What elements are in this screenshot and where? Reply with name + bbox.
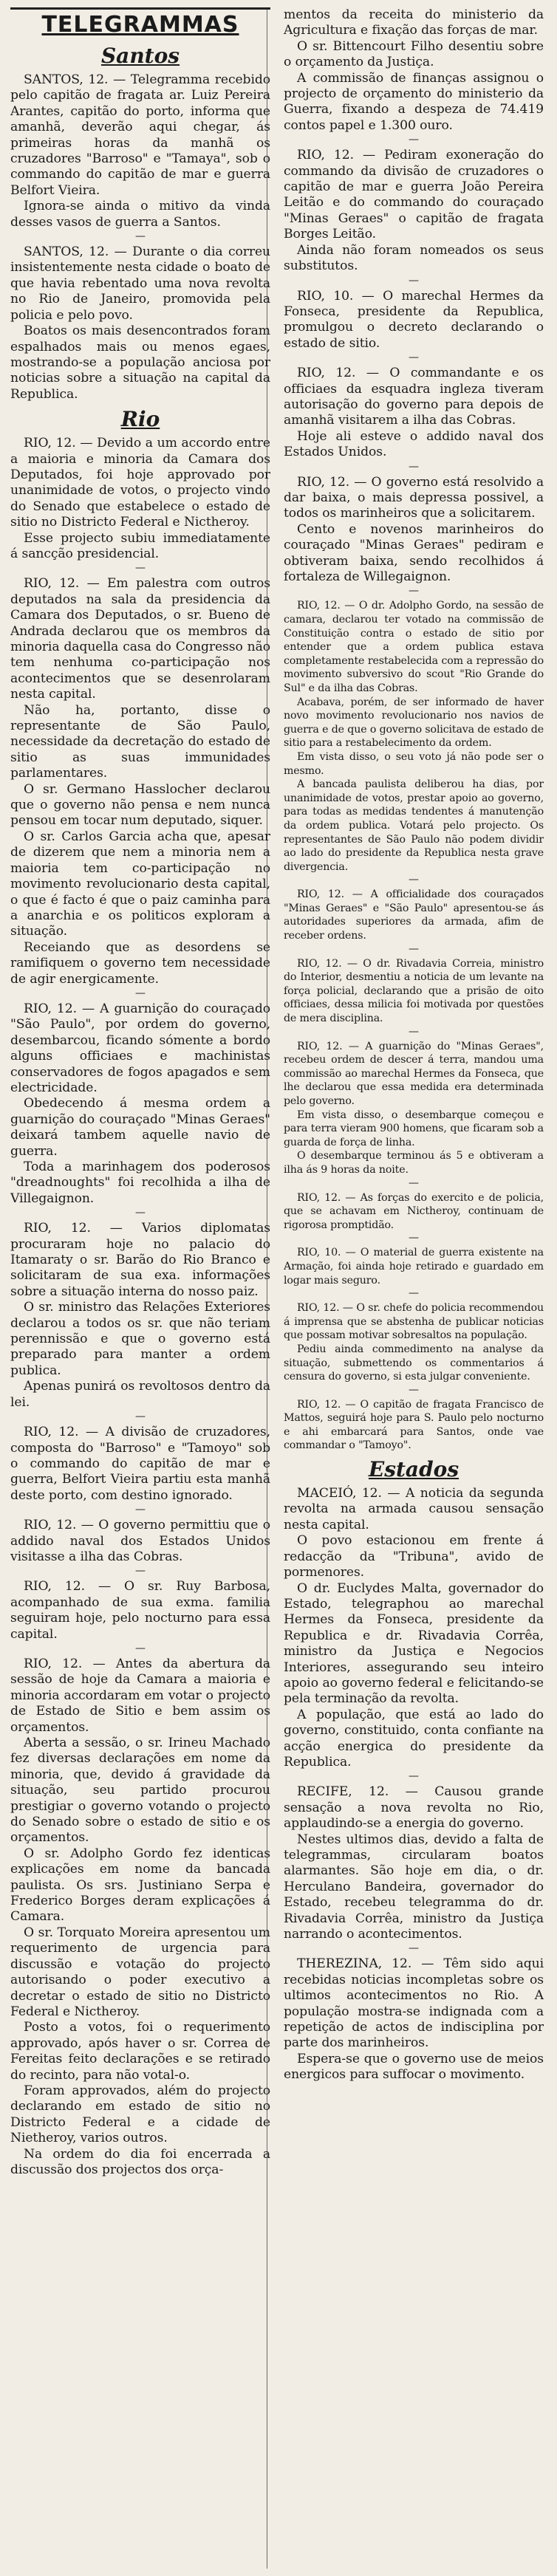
dispatch-paragraph: Esse projecto subiu immediatamente á sancção presidencial.: [10, 530, 270, 561]
dispatch-separator: [284, 275, 544, 286]
dispatch-paragraph: SANTOS, 12. — Durante o dia correu insistentemente nesta cidade o boato de que havia rebentado uma nova revolta no Rio de Janeiro, promovida pela policia e pelo povo.: [10, 244, 270, 323]
dispatch-paragraph: Nestes ultimos dias, devido a falta de telegrammas, circularam boatos alarmantes. São hoje em dia, o dr. Herculano Bandeira, governador do Estado, recebeu telegramma do dr. Rivadavia Corrêa, ministro da Justiça narrando o acontecimentos.: [284, 1832, 544, 1942]
dispatch-paragraph: A população, que está ao lado do governo, constituido, conta confiante na acção energica do presidente da Republica.: [284, 1707, 544, 1770]
dispatch-separator: [284, 1288, 544, 1298]
section-heading: [10, 407, 270, 431]
dispatch-paragraph: O dr. Euclydes Malta, governador do Estado, telegraphou ao marechal Hermes da Fonseca, presidente da Republica e dr. Rivadavia Corrêa, ministro da Justiça e Negocios Interiores, assegurando seu inteiro apoio ao governo federal e felicitando-se pela terminação da revolta.: [284, 1580, 544, 1707]
dispatch-paragraph: Na ordem do dia foi encerrada a discussão dos projectos dos orça-: [10, 2146, 270, 2177]
dispatch-paragraph: RIO, 12. — A divisão de cruzadores, composta do "Barroso" e "Tamoyo" sob o commando do capitão de mar e guerra, Belfort Vieira partiu esta manhã deste porto, com destino ignorado.: [10, 1425, 270, 1503]
dispatch-paragraph: SANTOS, 12. — Telegramma recebido pelo capitão de fragata ar. Luiz Pereira Arantes, capitão do porto, informa que amanhã, deverão aqui chegar, ás primeiras horas da manhã os cruzadores "Barroso" e "Tamaya", sob o commando do capitão de mar e guerra Belfort Vieira.: [10, 72, 270, 198]
top-rule: [10, 7, 270, 10]
dispatch-paragraph: Foram approvados, além do projecto declarando em estado de sitio no Districto Federal e a cidade de Nietheroy, varios outros.: [10, 2083, 270, 2146]
dispatch-separator: [284, 874, 544, 885]
dispatch-paragraph: RIO, 12. — O sr. Ruy Barbosa, acompanhado de sua exma. familia seguiram hoje, pelo nocturno para essa capital.: [10, 1579, 270, 1642]
dispatch-paragraph: Posto a votos, foi o requerimento approvado, após haver o sr. Correa de Fereitas feito declarações e se retirado do recinto, para não votal-o.: [10, 2020, 270, 2083]
dispatch-separator: [284, 1385, 544, 1395]
dispatch-paragraph: RIO, 12. — O dr. Rivadavia Correia, ministro do Interior, desmentiu a noticia de um levante na força policial, declarando que a prisão de oito officiaes, dessa milicia foi motivada por questões de mera disciplina.: [284, 957, 544, 1025]
dispatch-paragraph: Hoje ali esteve o addido naval dos Estados Unidos.: [284, 428, 544, 460]
dispatch-paragraph: RIO, 12. — Pediram exoneração do commando da divisão de cruzadores o capitão de mar e guerra João Pereira Leitão e do commando do couraçado "Minas Geraes" o capitão de fragata Borges Leitão.: [284, 148, 544, 242]
dispatch-separator: [284, 1233, 544, 1243]
dispatch-paragraph: Obedecendo á mesma ordem a guarnição do couraçado "Minas Geraes" deixará tambem aquelle navio de guerra.: [10, 1096, 270, 1159]
dispatch-separator: [284, 586, 544, 596]
dispatch-separator: [284, 1943, 544, 1953]
dispatch-paragraph: RIO, 12. — A guarnição do "Minas Geraes", recebeu ordem de descer á terra, mandou uma commissão ao marechal Hermes da Fonseca, que lhe declarou que essa medida era determinada pelo governo.: [284, 1040, 544, 1107]
dispatch-paragraph: Boatos os mais desencontrados foram espalhados mais ou menos egaes, mostrando-se a população anciosa por noticias sobre a situação na capital da Republica.: [10, 323, 270, 402]
dispatch-paragraph: RECIFE, 12. — Causou grande sensação a nova revolta no Rio, applaudindo-se a energia do governo.: [284, 1784, 544, 1832]
dispatch-paragraph: THEREZINA, 12. — Têm sido aqui recebidas noticias incompletas sobre os ultimos acontecimentos no Rio. A população mostra-se indignada com a repetição de actos de indisciplina por parte dos marinheiros.: [284, 1956, 544, 2051]
dispatch-paragraph: Espera-se que o governo use de meios energicos para suffocar o movimento.: [284, 2051, 544, 2083]
dispatch-separator: [10, 563, 270, 573]
section-heading-text: Rio: [120, 407, 160, 432]
dispatch-paragraph: O sr. Germano Hasslocher declarou que o governo não pensa e nem nunca pensou em tocar num deputado, siquer.: [10, 781, 270, 829]
dispatch-separator: [10, 1208, 270, 1218]
dispatch-paragraph: RIO, 12. — A officialidade dos couraçados "Minas Geraes" e "São Paulo" apresentou-se ás autoridades superiores da armada, afim de receber ordens.: [284, 888, 544, 942]
dispatch-paragraph: Pediu ainda commedimento na analyse da situação, submettendo os commentarios á censura do governo, si esta julgar conveniente.: [284, 1343, 544, 1383]
dispatch-paragraph: Ainda não foram nomeados os seus substitutos.: [284, 242, 544, 274]
dispatch-separator: [284, 1771, 544, 1781]
dispatch-paragraph: RIO, 12. — O capitão de fragata Francisco de Mattos, seguirá hoje para S. Paulo pelo nocturno e ahi embarcará para Santos, onde vae commandar o "Tamoyo".: [284, 1398, 544, 1452]
dispatch-paragraph: Receiando que as desordens se ramifiquem o governo tem necessidade de agir energicamente.: [10, 939, 270, 987]
dispatch-paragraph: RIO, 12. — O dr. Adolpho Gordo, na sessão de camara, declarou ter votado na commissão de Constituição contra o estado de sitio por entender que a ordem publica estava completamente restabelecida com a repressão do movimento subversivo do scout "Rio Grande do Sul" e da ilha das Cobras.: [284, 600, 544, 694]
dispatch-separator: [284, 1027, 544, 1037]
dispatch-paragraph: RIO, 12. — Devido a um accordo entre a maioria e minoria da Camara dos Deputados, foi hoje approvado por unanimidade de votos, o projecto vindo do Senado que estabelece o estado de sitio no Districto Federal e Nictheroy.: [10, 436, 270, 530]
dispatch-separator: [10, 1504, 270, 1515]
left-column: [10, 7, 270, 2569]
dispatch-separator: [10, 1566, 270, 1576]
dispatch-paragraph: Acabava, porém, de ser informado de haver novo movimento revolucionario nos navios de guerra e de que o governo solicitava de estado de sitio para a restabelecimento da ordem.: [284, 696, 544, 750]
dispatch-paragraph: O sr. ministro das Relações Exteriores declarou a todos os sr. que não teriam perennissão e que o governo está preparado para manter a ordem publica.: [10, 1300, 270, 1378]
dispatch-paragraph: RIO, 12. — O governo está resolvido a dar baixa, o mais depressa possivel, a todos os marinheiros que a solicitarem.: [284, 474, 544, 521]
dispatch-separator: [10, 988, 270, 998]
dispatch-paragraph: O sr. Adolpho Gordo fez identicas explicações em nome da bancada paulista. Os srs. Justiniano Serpa e Frederico Borges deram explicações á Camara.: [10, 1846, 270, 1925]
dispatch-separator: [284, 944, 544, 954]
section-heading: [284, 1457, 544, 1481]
section-heading-text: Estados: [368, 1457, 459, 1482]
dispatch-separator: [284, 352, 544, 363]
dispatch-separator: [10, 1643, 270, 1654]
masthead: TELEGRAMMAS: [41, 12, 239, 38]
dispatch-separator: [10, 231, 270, 242]
dispatch-paragraph: RIO, 12. — Antes da abertura da sessão de hoje da Camara a maioria e minoria accordaram em votar o projecto de Estado de Sitio e bem assim os orçamentos.: [10, 1656, 270, 1735]
dispatch-paragraph: RIO, 10. — O material de guerra existente na Armação, foi ainda hoje retirado e guardado em logar mais seguro.: [284, 1247, 544, 1287]
dispatch-paragraph: O sr. Carlos Garcia acha que, apesar de dizerem que nem a minoria nem a maioria tem co-participação no movimento revolucionario desta capital, o que é facto é que o paiz caminha para a anarchia e os politicos exploram a situação.: [10, 829, 270, 939]
dispatch-paragraph: RIO, 10. — O marechal Hermes da Fonseca, presidente da Republica, promulgou o decreto declarando o estado de sitio.: [284, 288, 544, 351]
dispatch-paragraph: Não ha, portanto, disse o representante de São Paulo, necessidade da decretação do estado de sitio as suas immunidades parlamentares.: [10, 702, 270, 781]
newspaper-page: [10, 7, 550, 2569]
dispatch-paragraph: Em vista disso, o desembarque começou e para terra vieram 900 homens, que ficaram sob a guarda de força de linha.: [284, 1109, 544, 1148]
dispatch-paragraph: A bancada paulista deliberou ha dias, por unanimidade de votos, prestar apoio ao governo, para todas as medidas tendentes á manutenção da ordem publica. Votará pelo projecto. Os representantes de São Paulo não podem dividir ao lado do presidente da Republica nesta grave divergencia.: [284, 778, 544, 873]
section-heading: [10, 44, 270, 68]
dispatch-paragraph: Apenas punirá os revoltosos dentro da lei.: [10, 1379, 270, 1410]
dispatch-paragraph: RIO, 12. — O governo permittiu que o addido naval dos Estados Unidos visitasse a ilha das Cobras.: [10, 1518, 270, 1564]
dispatch-separator: [10, 1411, 270, 1422]
dispatch-paragraph: RIO, 12. — As forças do exercito e de policia, que se achavam em Nictheroy, continuam de rigorosa promptidão.: [284, 1191, 544, 1231]
dispatch-paragraph: MACEIÓ, 12. — A noticia da segunda revolta na armada causou sensação nesta capital.: [284, 1486, 544, 1532]
dispatch-paragraph: O povo estacionou em frente á redacção da "Tribuna", avido de pormenores.: [284, 1533, 544, 1580]
dispatch-paragraph: O sr. Bittencourt Filho desentiu sobre o orçamento da Justiça.: [284, 38, 544, 70]
dispatch-paragraph: Cento e novenos marinheiros do couraçado "Minas Geraes" pediram e obtiveram baixa, sendo recolhidos á fortaleza de Willegaignon.: [284, 521, 544, 584]
dispatch-paragraph: O sr. Torquato Moreira apresentou um requerimento de urgencia para discussão e votação do projecto autorisando o poder executivo a decretar o estado de sitio no Districto Federal e Nictheroy.: [10, 1925, 270, 2019]
dispatch-paragraph: RIO, 12. — A guarnição do couraçado "São Paulo", por ordem do governo, desembarcou, ficando sómente a bordo alguns officiaes e machinistas conservadores de fogos apagados e sem electricidade.: [10, 1001, 270, 1095]
dispatch-paragraph: RIO, 12. — O commandante e os officiaes da esquadra ingleza tiveram autorisação do governo para depois de amanhã visitarem a ilha das Cobras.: [284, 366, 544, 428]
dispatch-paragraph: A commissão de finanças assignou o projecto de orçamento do ministerio da Guerra, fixando a despeza de 74.419 contos papel e 1.300 ouro.: [284, 70, 544, 133]
dispatch-paragraph: Em vista disso, o seu voto já não pode ser o mesmo.: [284, 750, 544, 777]
section-heading-text: Santos: [100, 44, 180, 68]
right-column: [284, 7, 544, 2569]
dispatch-paragraph: RIO, 12. — Varios diplomatas procuraram hoje no palacio do Itamaraty o sr. Barão do Rio Branco e solicitaram de sua exa. informações sobre a situação interna do nosso paiz.: [10, 1221, 270, 1299]
dispatch-separator: [284, 1178, 544, 1188]
dispatch-paragraph: RIO, 12. — Em palestra com outros deputados na sala da presidencia da Camara dos Deputados, o sr. Bueno de Andrada declarou que os membros da minoria daquella casa do Congresso não tem nenhuma co-participação nos acontecimentos que se desenrolaram nesta capital.: [10, 576, 270, 702]
dispatch-paragraph: RIO, 12. — O sr. chefe do policia recommendou á imprensa que se abstenha de publicar noticias que possam motivar sobresaltos na população.: [284, 1302, 544, 1342]
dispatch-paragraph: O desembarque terminou ás 5 e obtiveram a ilha ás 9 horas da noite.: [284, 1150, 544, 1176]
dispatch-paragraph: mentos da receita do ministerio da Agricultura e fixação das forças de mar.: [284, 7, 544, 38]
dispatch-paragraph: Aberta a sessão, o sr. Irineu Machado fez diversas declarações em nome da minoria, que, devido á gravidade da situação, seu partido procurou prestigiar o governo votando o projecto do Senado sobre o estado de sitio e os orçamentos.: [10, 1736, 270, 1846]
dispatch-separator: [284, 462, 544, 472]
dispatch-paragraph: Toda a marinhagem dos poderosos "dreadnoughts" foi recolhida a ilha de Villegaignon.: [10, 1159, 270, 1206]
dispatch-separator: [284, 134, 544, 145]
dispatch-paragraph: Ignora-se ainda o mitivo da vinda desses vasos de guerra a Santos.: [10, 199, 270, 230]
